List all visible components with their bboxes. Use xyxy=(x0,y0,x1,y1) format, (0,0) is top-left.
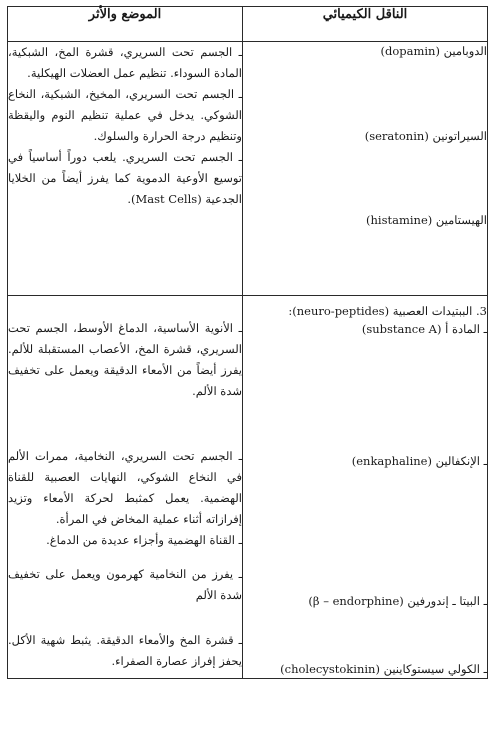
table-header-row xyxy=(8,7,488,42)
header-agent: الناقل الكيميائي xyxy=(243,7,488,42)
section-title-neuropeptides: 3. الببتيدات العصبية (neuro-peptides): xyxy=(288,304,487,318)
agent-histamine: الهيستامين (histamine) xyxy=(366,213,487,227)
table-row xyxy=(8,296,488,679)
effect-beta-endorphine: ـ يفرز من النخامية كهرمون ويعمل على تخفيف شدة الألم xyxy=(8,567,242,602)
agent-cell-group1 xyxy=(243,42,488,296)
effect-histamine: ـ الجسم تحت السريري. يلعب دوراً أساسياً في توسيع الأوعية الدموية كما يفرز أيضاً من الخلايا الجدعية (Mast Cells). xyxy=(8,150,242,206)
agent-cholecystokinin: ـ الكولي سيستوكاينين (cholecystokinin) xyxy=(280,662,487,676)
effect-serotonin: ـ الجسم تحت السريري، المخيخ، الشبكية، النخاع الشوكي. يدخل في عملية تنظيم النوم واليقظة وتنظيم درجة الحرارة والسلوك. xyxy=(8,87,242,143)
effect-cell-group1 xyxy=(8,42,243,296)
agent-serotonin: السيراتونين (seratonin) xyxy=(364,129,487,143)
agent-substance-a: ـ المادة أ (substance A) xyxy=(361,322,487,336)
effect-dopamine: ـ الجسم تحت السريري، قشرة المخ، الشبكية، المادة السوداء. تنظيم عمل العضلات الهيكلية. xyxy=(8,45,242,80)
table-row xyxy=(8,42,488,296)
effect-enkaphaline: ـ الجسم تحت السريري، النخامية، ممرات الألم في النخاع الشوكي، النهايات العصبية للقناة الهضمية. يعمل كمثبط لحركة الأمعاء وتزيد إفرازاته أثناء عملية المخاض في المرأة. xyxy=(8,449,242,526)
agent-beta-endorphine: ـ البيتا ـ إندورفين (β – endorphine) xyxy=(308,594,487,608)
effect-cholecystokinin: ـ قشرة المخ والأمعاء الدقيقة. يثبط شهية الأكل. يحفز إفراز عصارة الصفراء. xyxy=(8,633,242,668)
agent-dopamine: الدوبامين (dopamin) xyxy=(380,44,487,58)
effect-enkaphaline-sites: ـ القناة الهضمية وأجزاء عديدة من الدماغ. xyxy=(46,533,242,547)
agent-cell-group2 xyxy=(243,296,488,679)
header-effect: الموضع والأثر xyxy=(8,7,243,42)
effect-substance-a: ـ الأنوية الأساسية، الدماغ الأوسط، الجسم تحت السريري، قشرة المخ، الأعصاب المستقبلة للألم. يفرز أيضاً من الأمعاء الدقيقة ويعمل على تخفيف شدة الألم. xyxy=(8,321,242,398)
agent-enkaphaline: ـ الإنكفالين (enkaphaline) xyxy=(351,454,487,468)
neurotransmitter-table xyxy=(7,6,488,679)
effect-cell-group2 xyxy=(8,296,243,679)
